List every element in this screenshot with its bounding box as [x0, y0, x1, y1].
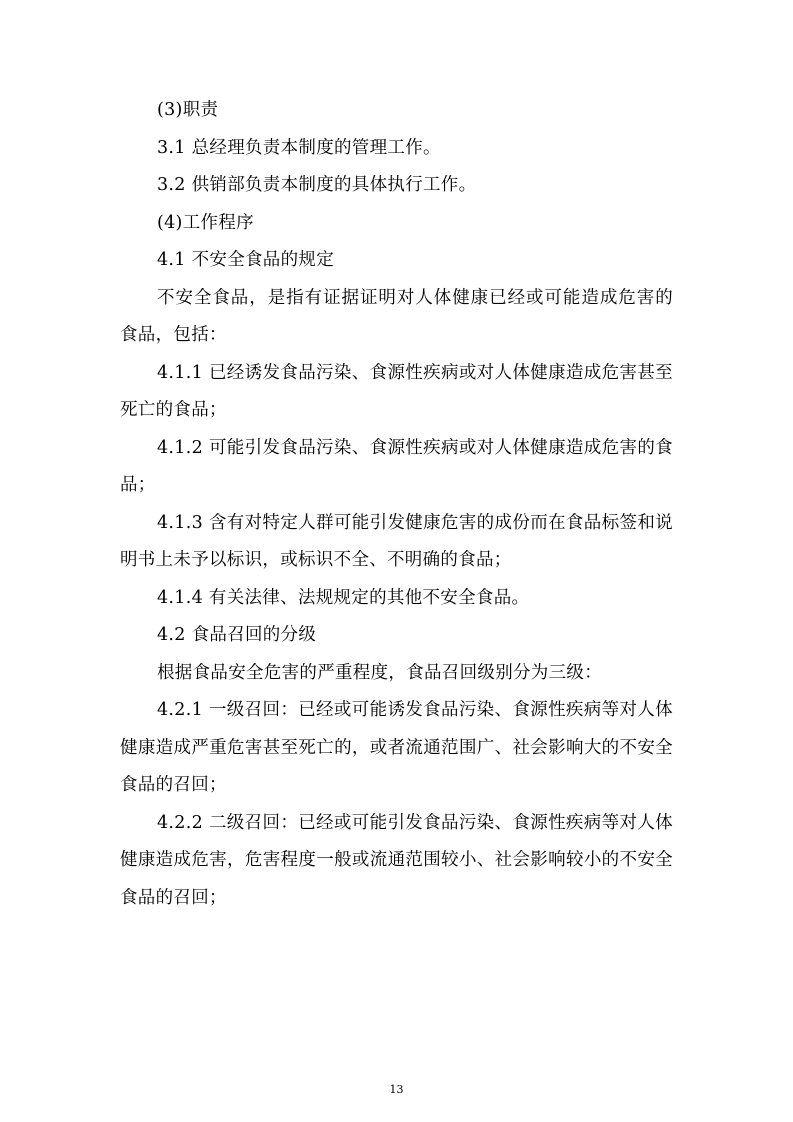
- paragraph-4-1-3: 4.1.3 含有对特定人群可能引发健康危害的成份而在食品标签和说明书上未予以标识，或标识不全、不明确的食品；: [120, 512, 673, 570]
- page-number: 13: [389, 1083, 404, 1096]
- subsection-heading-4-1: 4.1 不安全食品的规定: [157, 250, 334, 270]
- document-body: [120, 92, 673, 917]
- subsection-heading-4-2: 4.2 食品召回的分级: [157, 625, 317, 645]
- section-heading-duties: (3)职责: [157, 100, 219, 120]
- paragraph-4-2-1: 4.2.1 一级召回：已经或可能诱发食品污染、食源性疾病等对人体健康造成严重危害甚至死亡的，或者流通范围广、社会影响大的不安全食品的召回；: [120, 700, 673, 795]
- paragraph-3-2: 3.2 供销部负责本制度的具体执行工作。: [157, 175, 477, 195]
- paragraph-4-1-1: 4.1.1 已经诱发食品污染、食源性疾病或对人体健康造成危害甚至死亡的食品；: [120, 362, 673, 420]
- paragraph-recall-levels: 根据食品安全危害的严重程度，食品召回级别分为三级：: [157, 662, 602, 683]
- paragraph-4-1-4: 4.1.4 有关法律、法规规定的其他不安全食品。: [157, 587, 530, 608]
- section-heading-procedure: (4)工作程序: [157, 212, 254, 233]
- paragraph-unsafe-food-definition: 不安全食品，是指有证据证明对人体健康已经或可能造成危害的食品，包括：: [120, 287, 673, 345]
- paragraph-4-2-2: 4.2.2 二级召回：已经或可能引发食品污染、食源性疾病等对人体健康造成危害，危害程度一般或流通范围较小、社会影响较小的不安全食品的召回；: [120, 812, 673, 908]
- paragraph-4-1-2: 4.1.2 可能引发食品污染、食源性疾病或对人体健康造成危害的食品；: [120, 437, 673, 495]
- paragraph-3-1: 3.1 总经理负责本制度的管理工作。: [157, 137, 441, 158]
